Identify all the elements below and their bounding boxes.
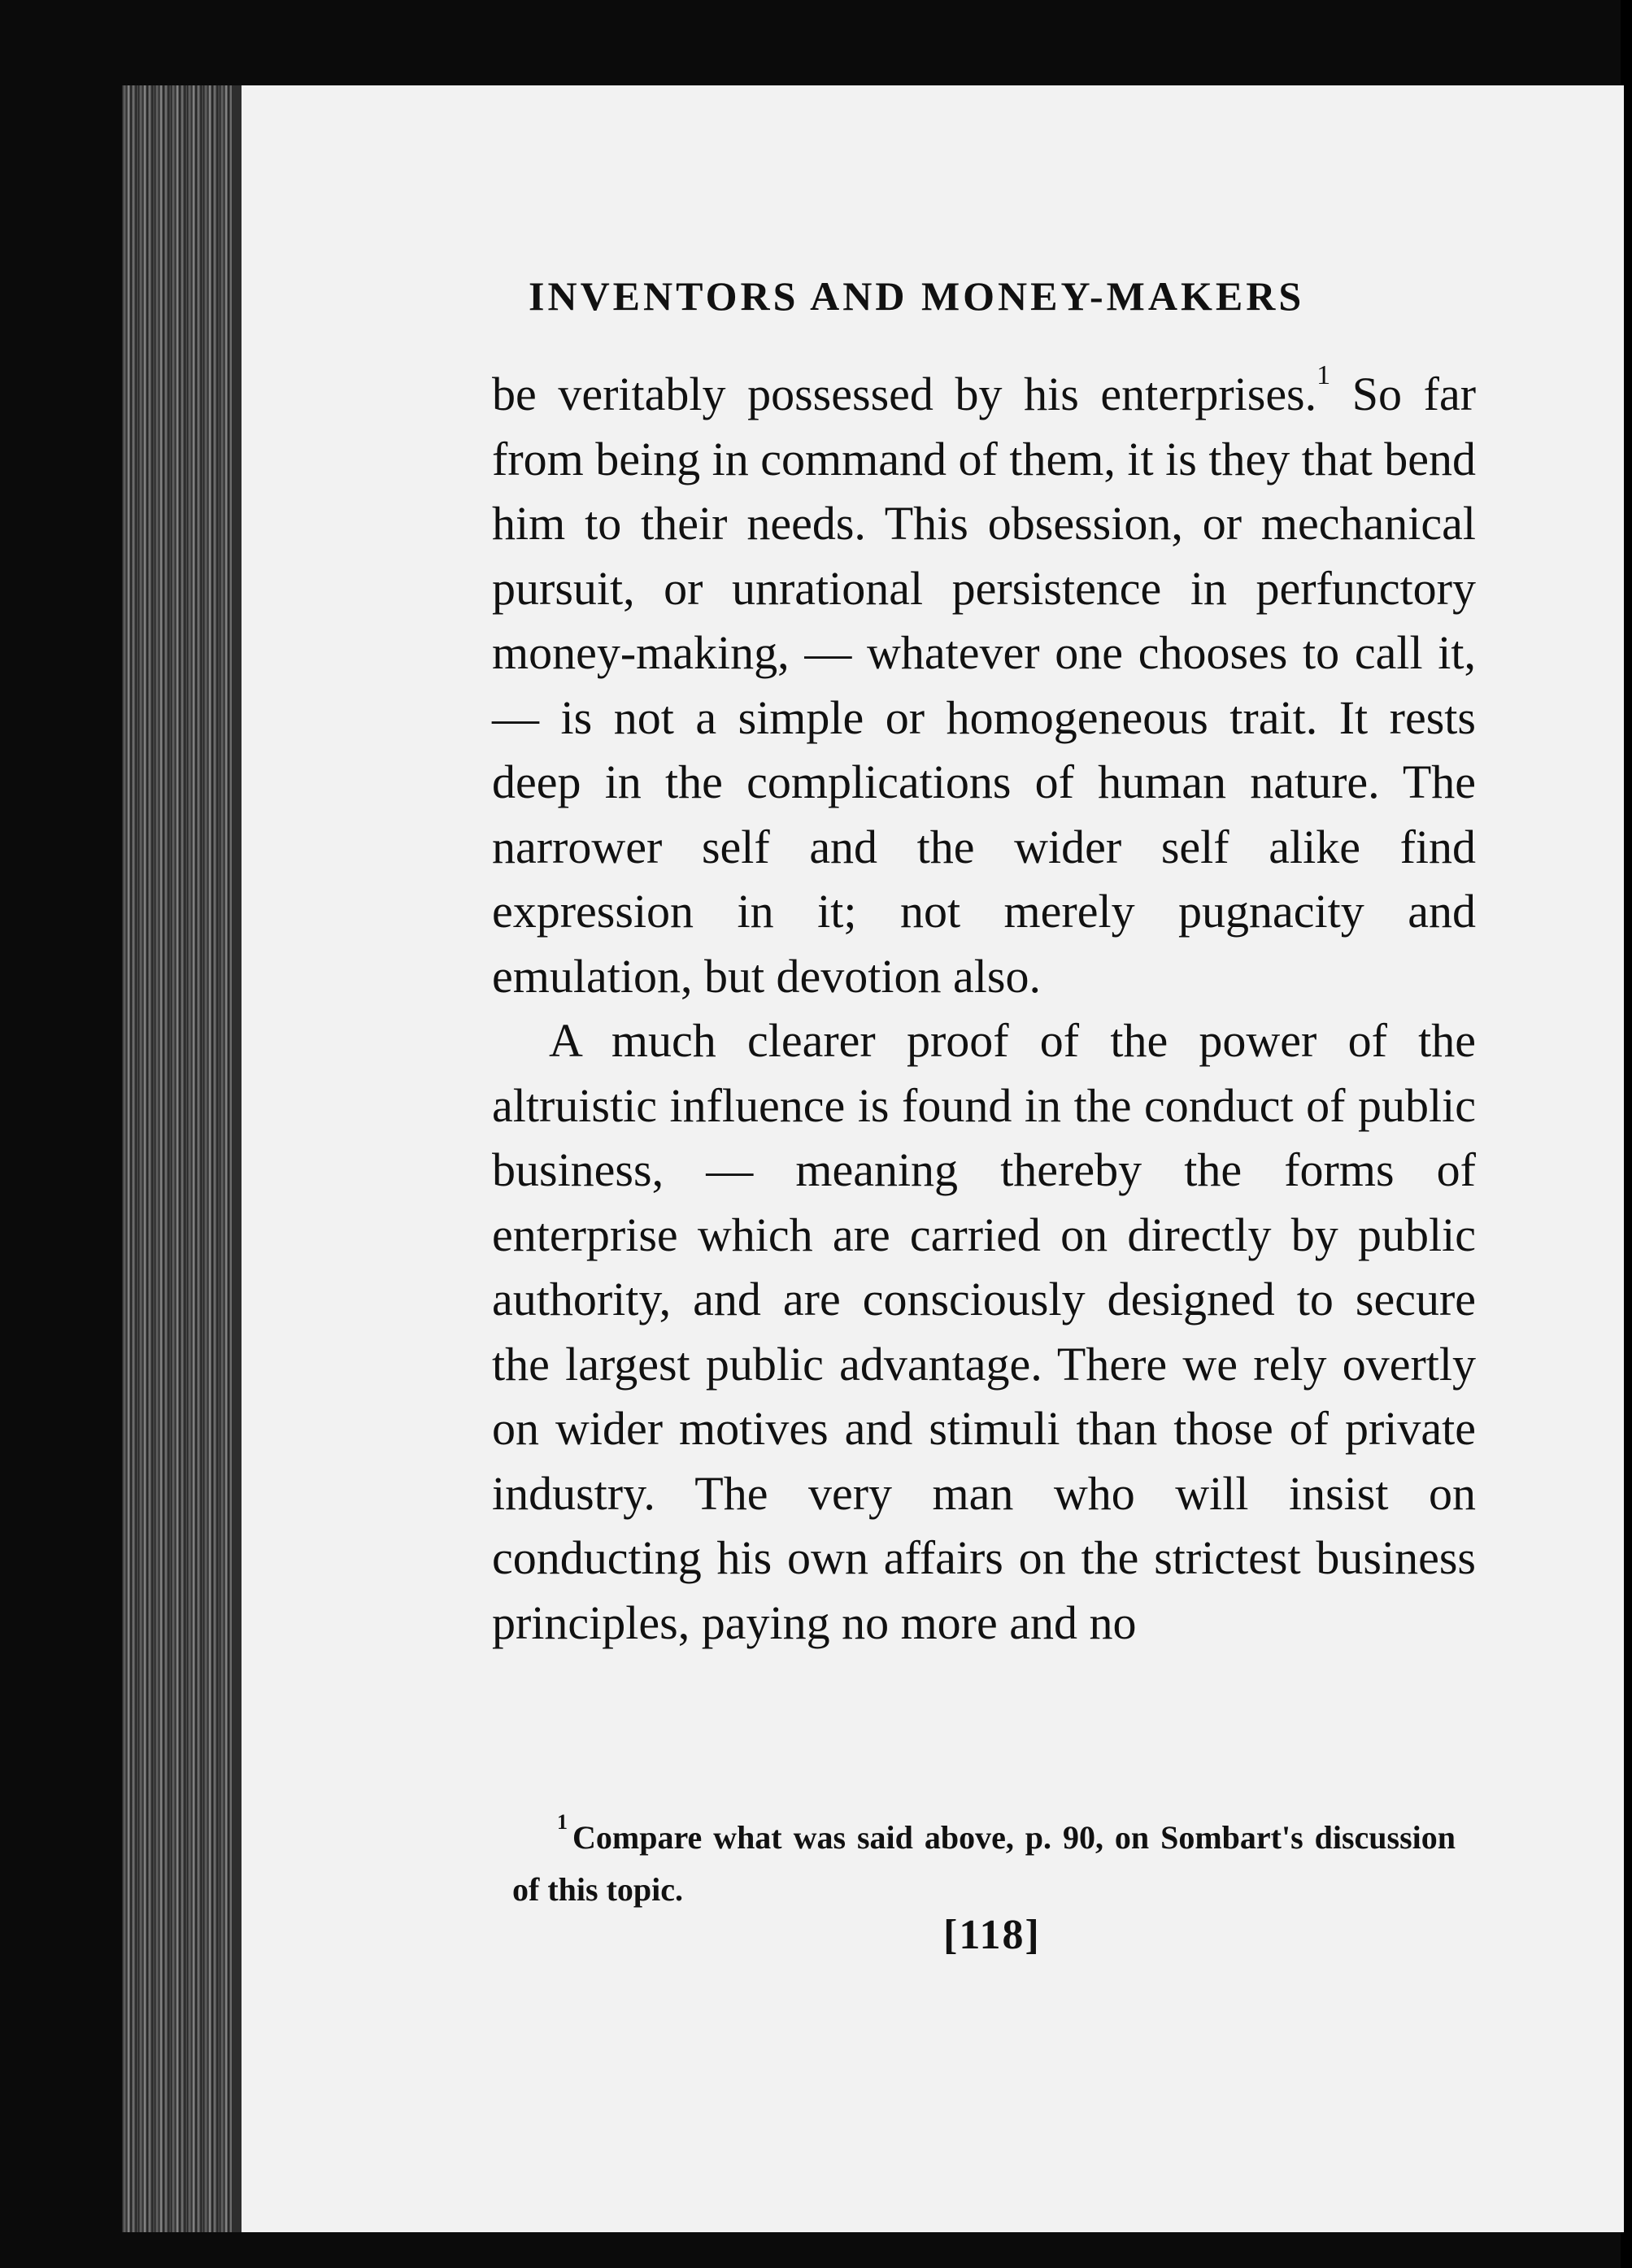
paragraph: A much clearer proof of the power of the altruistic influence is found in the conduct of public business, — meaning thereby the forms of enterprise which are carried on directly by public authority, and are consciously designed to secure the largest public advantage. There we rely overtly on wider motives and stimuli than those of private industry. The very man who will insist on conducting his own affairs on the strictest business principles, paying no more and no <box>492 1014 1476 1649</box>
body-text <box>492 362 1476 1655</box>
footnote <box>512 1812 1456 1916</box>
footnote-text: Compare what was said above, p. 90, on Sombart's discussion of this topic. <box>512 1819 1456 1908</box>
paragraph <box>492 362 1476 1008</box>
footnote-marker: 1 <box>557 1810 568 1834</box>
paragraph-text: be veritably possessed by his enterprises. <box>492 368 1317 420</box>
running-head: INVENTORS AND MONEY-MAKERS <box>529 273 1305 319</box>
footnote-reference: 1 <box>1316 360 1331 390</box>
paragraph-text: So far from being in command of them, it is they that bend him to their needs. This obsession, or mechanical pursuit, or unrational persistence in perfunctory money-making, — whatever one chooses to call it, — is not a simple or homogeneous trait. It rests deep in the complications of human nature. The narrower self and the wider self alike find expression in it; not merely pugnacity and emulation, but devotion also. <box>492 368 1477 1003</box>
page-number: [118] <box>943 1912 1041 1958</box>
footnote-paragraph <box>512 1812 1456 1916</box>
